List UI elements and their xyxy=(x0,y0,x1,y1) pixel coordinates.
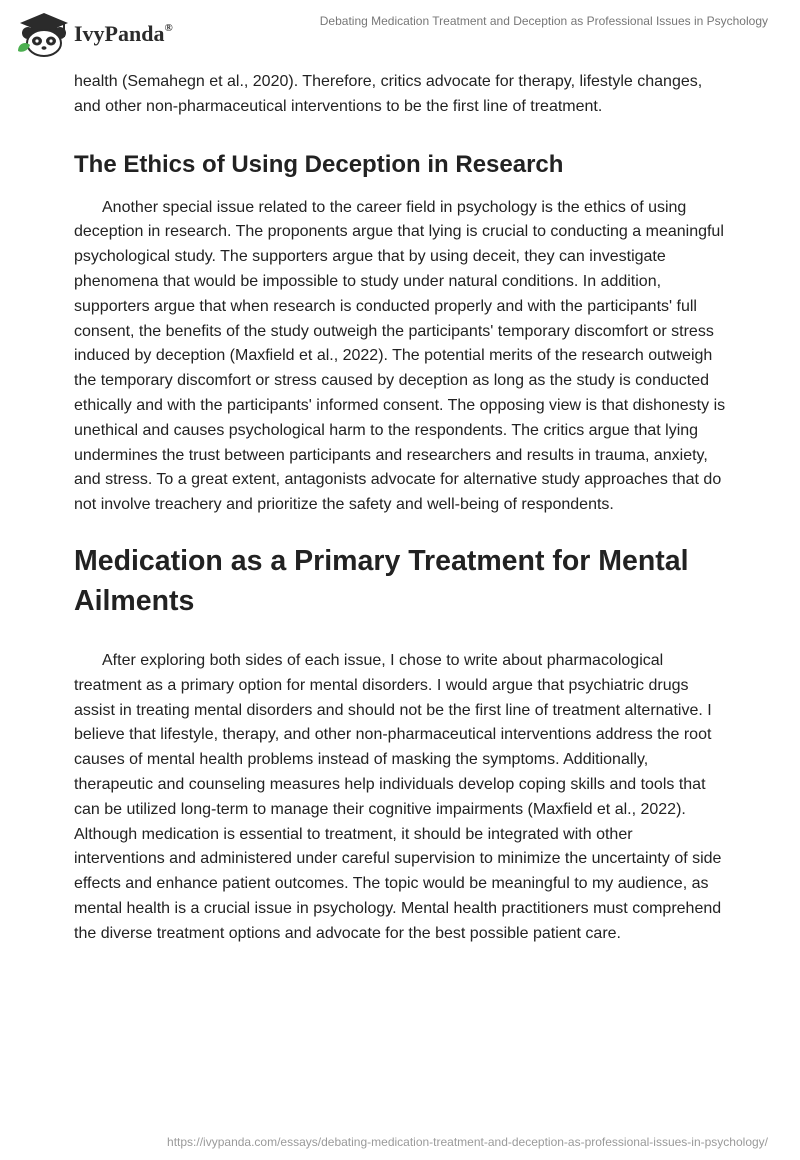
section-heading-medication: Medication as a Primary Treatment for Mental Ailments xyxy=(74,544,689,617)
site-logo[interactable] xyxy=(14,8,204,58)
section-heading-deception: The Ethics of Using Deception in Research xyxy=(74,150,564,178)
essay-content xyxy=(74,70,726,947)
intro-paragraph: health (Semahegn et al., 2020). Therefore, critics advocate for therapy, lifestyle changes, and other non-pharmaceutical interventions to be the first line of treatment. xyxy=(74,73,703,115)
panda-graduate-icon xyxy=(14,9,70,57)
medication-paragraph: After exploring both sides of each issue, I chose to write about pharmacological treatment as a primary option for mental disorders. I would argue that psychiatric drugs assist in treating mental disorders and should not be the first line of treatment alternative. I believe that lifestyle, therapy, and other non-pharmaceutical interventions address the root causes of mental health problems instead of masking the symptoms. Additionally, therapeutic and counseling measures help individuals develop coping skills and tools that can be utilized long-term to manage their cognitive impairments (Maxfield et al., 2022). Although medication is essential to treatment, it should be integrated with other interventions and administered under careful supervision to minimize the uncertainty of side effects and enhance patient outcomes. The topic would be meaningful to my audience, as mental health is a crucial issue in psychology. Mental health practitioners must comprehend the diverse treatment options and advocate for the best possible patient care. xyxy=(74,651,722,942)
running-title: Debating Medication Treatment and Deception as Professional Issues in Psychology xyxy=(319,14,768,28)
brand-name: IvyPanda® xyxy=(74,21,173,46)
footer-url[interactable]: https://ivypanda.com/essays/debating-medication-treatment-and-deception-as-professional-issues-in-psychology/ xyxy=(167,1135,768,1149)
registered-mark: ® xyxy=(164,21,173,34)
deception-paragraph: Another special issue related to the career field in psychology is the ethics of using deception in research. The proponents argue that lying is crucial to conducting a meaningful psychological study. The supporters argue that by using deceit, they can investigate phenomena that would be impossible to study under natural conditions. In addition, supporters argue that when research is conducted properly and with the participants' full consent, the benefits of the study outweigh the participants' temporary discomfort or stress induced by deception (Maxfield et al., 2022). The potential merits of the research outweigh the temporary discomfort or stress caused by deception as long as the study is conducted ethically and with the participants' informed consent. The opposing view is that dishonesty is unethical and causes psychological harm to the respondents. The critics argue that lying undermines the trust between participants and researchers and results in trauma, anxiety, and stress. To a great extent, antagonists advocate for alternative study approaches that do not involve treachery and prioritize the safety and well-being of respondents. xyxy=(74,198,726,514)
